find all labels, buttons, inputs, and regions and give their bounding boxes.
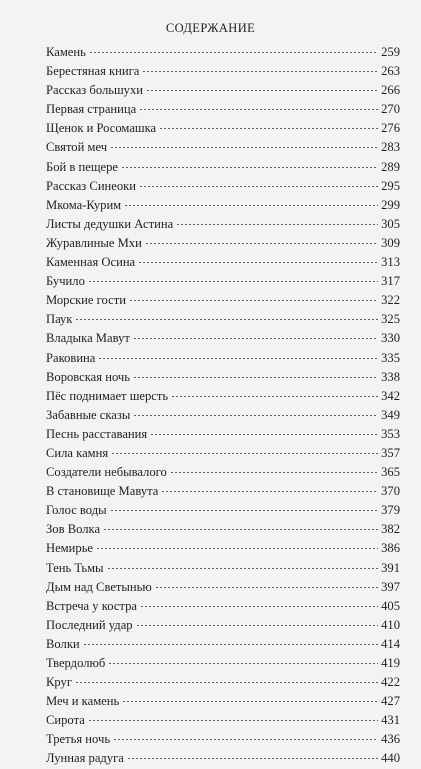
toc-entry — [46, 234, 400, 253]
toc-entry-page-number: 322 — [381, 293, 400, 308]
toc-entry — [46, 482, 400, 501]
dot-leader — [133, 377, 378, 378]
toc-entry — [46, 635, 400, 654]
toc-entry-title: Морские гости — [46, 293, 126, 308]
toc-entry — [46, 158, 400, 177]
toc-entry-page-number: 283 — [381, 140, 400, 155]
toc-entry-title: Рассказ большухи — [46, 83, 144, 98]
toc-entry-page-number: 259 — [381, 45, 400, 59]
toc-entry-title: Воровская ночь — [46, 369, 130, 384]
toc-entry — [46, 425, 400, 444]
dot-leader — [75, 319, 378, 320]
toc-entry — [46, 272, 400, 291]
dot-leader — [83, 644, 378, 645]
toc-entry — [46, 406, 400, 425]
toc-entry-title: Сила камня — [46, 445, 109, 460]
dot-leader — [96, 548, 378, 549]
toc-entry-title: Немирье — [46, 541, 94, 556]
dot-leader — [88, 720, 378, 721]
dot-leader — [75, 682, 378, 683]
toc-entry-title: Лунная радуга — [46, 751, 124, 766]
toc-entry — [46, 692, 400, 711]
toc-entry — [46, 387, 400, 406]
toc-entry — [46, 329, 400, 348]
toc-entry — [46, 196, 400, 215]
page-title: СОДЕРЖАНИЕ — [165, 21, 256, 35]
dot-leader — [110, 510, 379, 511]
toc-entry-title: Владыка Мавут — [46, 331, 130, 346]
dot-leader — [89, 52, 378, 53]
toc-entry-page-number: 349 — [381, 407, 400, 422]
dot-leader — [139, 186, 378, 187]
dot-leader — [127, 758, 378, 759]
toc-entry-page-number: 313 — [381, 255, 400, 270]
toc-entry — [46, 368, 400, 387]
toc-entry — [46, 578, 400, 597]
toc-entry-page-number: 422 — [381, 675, 400, 690]
toc-entry — [46, 616, 400, 635]
toc-entry-title: Зов Волка — [46, 522, 101, 537]
toc-entry-page-number: 330 — [381, 331, 400, 346]
toc-entry-page-number: 379 — [381, 503, 400, 518]
toc-entry-page-number: 365 — [381, 465, 400, 480]
toc-entry-page-number: 427 — [381, 694, 400, 709]
dot-leader — [170, 472, 378, 473]
toc-entry-title: Раковина — [46, 350, 96, 365]
toc-entry — [46, 559, 400, 578]
dot-leader — [133, 415, 378, 416]
toc-entry — [46, 654, 400, 673]
toc-entry-title: Первая страница — [46, 102, 137, 117]
dot-leader — [140, 606, 378, 607]
toc-entry — [46, 749, 400, 768]
toc-entry-title: Рассказ Синеоки — [46, 178, 137, 193]
toc-entry-page-number: 266 — [381, 83, 400, 98]
dot-leader — [88, 281, 378, 282]
toc-entry-title: Забавные сказы — [46, 407, 131, 422]
toc-entry-title: Паук — [46, 312, 73, 327]
toc-entry — [46, 539, 400, 558]
dot-leader — [111, 453, 378, 454]
toc-entry-page-number: 357 — [381, 445, 400, 460]
toc-entry — [46, 215, 400, 234]
toc-entry-title: Листы дедушки Астина — [46, 216, 174, 231]
toc-entry-page-number: 305 — [381, 216, 400, 231]
toc-entry-title: Щенок и Росомашка — [46, 121, 157, 136]
toc-entry-title: Последний удар — [46, 617, 133, 632]
toc-entry-title: Твердолюб — [46, 656, 106, 670]
toc-entry-page-number: 299 — [381, 197, 400, 212]
toc-entry-page-number: 405 — [381, 598, 400, 613]
dot-leader — [110, 147, 378, 148]
dot-leader — [103, 529, 378, 530]
toc-entry — [46, 43, 400, 62]
toc-entry-title: Журавлиные Мхи — [46, 235, 142, 250]
dot-leader — [139, 109, 378, 110]
dot-leader — [107, 568, 379, 569]
dot-leader — [113, 739, 378, 740]
dot-leader — [176, 224, 378, 225]
toc-entry — [46, 138, 400, 157]
toc-entry — [46, 253, 400, 272]
toc-entry-title: Меч и камень — [46, 694, 120, 709]
toc-entry-page-number: 295 — [381, 178, 400, 193]
toc-entry-page-number: 263 — [381, 64, 400, 79]
toc-entry-title: Дым над Светынью — [46, 579, 152, 594]
dot-leader — [142, 71, 378, 72]
dot-leader — [145, 243, 378, 244]
toc-entry — [46, 463, 400, 482]
toc-entry-page-number: 414 — [381, 636, 400, 651]
toc-entry-page-number: 419 — [381, 656, 400, 670]
toc-entry — [46, 291, 400, 310]
dot-leader — [121, 167, 378, 168]
toc-entry-page-number: 353 — [381, 426, 400, 441]
toc-entry-page-number: 410 — [381, 617, 400, 632]
toc-entry — [46, 81, 400, 100]
dot-leader — [122, 701, 378, 702]
toc-entry-title: Сирота — [46, 713, 85, 728]
dot-leader — [138, 262, 378, 263]
dot-leader — [108, 663, 378, 664]
toc-entry-page-number: 386 — [381, 541, 400, 556]
dot-leader — [98, 358, 378, 359]
dot-leader — [159, 128, 378, 129]
toc-entry-title: Берестяная книга — [46, 64, 140, 79]
toc-entry-page-number: 431 — [381, 713, 400, 728]
toc-entry-page-number: 276 — [381, 121, 400, 136]
toc-entry-title: Пёс поднимает шерсть — [46, 388, 169, 403]
toc-entry-page-number: 317 — [381, 274, 400, 289]
dot-leader — [129, 300, 378, 301]
toc-entry — [46, 597, 400, 616]
toc-entry-title: Волки — [46, 636, 80, 651]
toc-entry-page-number: 382 — [381, 522, 400, 537]
toc-entry — [46, 62, 400, 81]
dot-leader — [161, 491, 378, 492]
table-of-contents — [46, 43, 400, 769]
toc-entry-title: Тень Тьмы — [46, 560, 104, 575]
toc-entry-title: Создатели небывалого — [46, 465, 167, 480]
toc-entry — [46, 444, 400, 463]
toc-entry — [46, 520, 400, 539]
toc-entry-title: Мкома-Курим — [46, 197, 122, 212]
toc-entry-page-number: 440 — [381, 751, 400, 766]
toc-entry — [46, 501, 400, 520]
dot-leader — [146, 90, 378, 91]
dot-leader — [136, 625, 379, 626]
dot-leader — [133, 338, 378, 339]
toc-entry — [46, 711, 400, 730]
toc-entry-page-number: 338 — [381, 369, 400, 384]
dot-leader — [150, 434, 378, 435]
toc-entry-page-number: 370 — [381, 484, 400, 499]
toc-entry-title: Голос воды — [46, 503, 107, 518]
toc-entry — [46, 100, 400, 119]
toc-entry-page-number: 342 — [381, 388, 400, 403]
toc-entry-title: Третья ночь — [46, 732, 111, 747]
toc-entry-title: Бучило — [46, 274, 85, 289]
toc-entry — [46, 310, 400, 329]
toc-entry-title: Песнь расставания — [46, 426, 148, 441]
toc-entry-page-number: 270 — [381, 102, 400, 117]
toc-entry-title: Каменная Осина — [46, 255, 136, 270]
toc-entry — [46, 673, 400, 692]
toc-entry — [46, 177, 400, 196]
toc-entry — [46, 119, 400, 138]
toc-entry-title: Круг — [46, 675, 72, 690]
toc-entry-page-number: 309 — [381, 235, 400, 250]
toc-entry-title: Святой меч — [46, 140, 108, 155]
toc-entry-title: Камень — [46, 45, 86, 59]
dot-leader — [171, 396, 378, 397]
dot-leader — [124, 205, 378, 206]
toc-entry-title: В становище Мавута — [46, 484, 159, 499]
toc-entry-title: Бой в пещере — [46, 159, 119, 174]
toc-entry-title: Встреча у костра — [46, 598, 137, 613]
toc-entry — [46, 730, 400, 749]
dot-leader — [155, 587, 378, 588]
toc-entry — [46, 349, 400, 368]
toc-entry-page-number: 436 — [381, 732, 400, 747]
toc-entry-page-number: 289 — [381, 159, 400, 174]
toc-entry-page-number: 335 — [381, 350, 400, 365]
toc-entry-page-number: 397 — [381, 579, 400, 594]
toc-entry-page-number: 391 — [381, 560, 400, 575]
toc-entry-page-number: 325 — [381, 312, 400, 327]
